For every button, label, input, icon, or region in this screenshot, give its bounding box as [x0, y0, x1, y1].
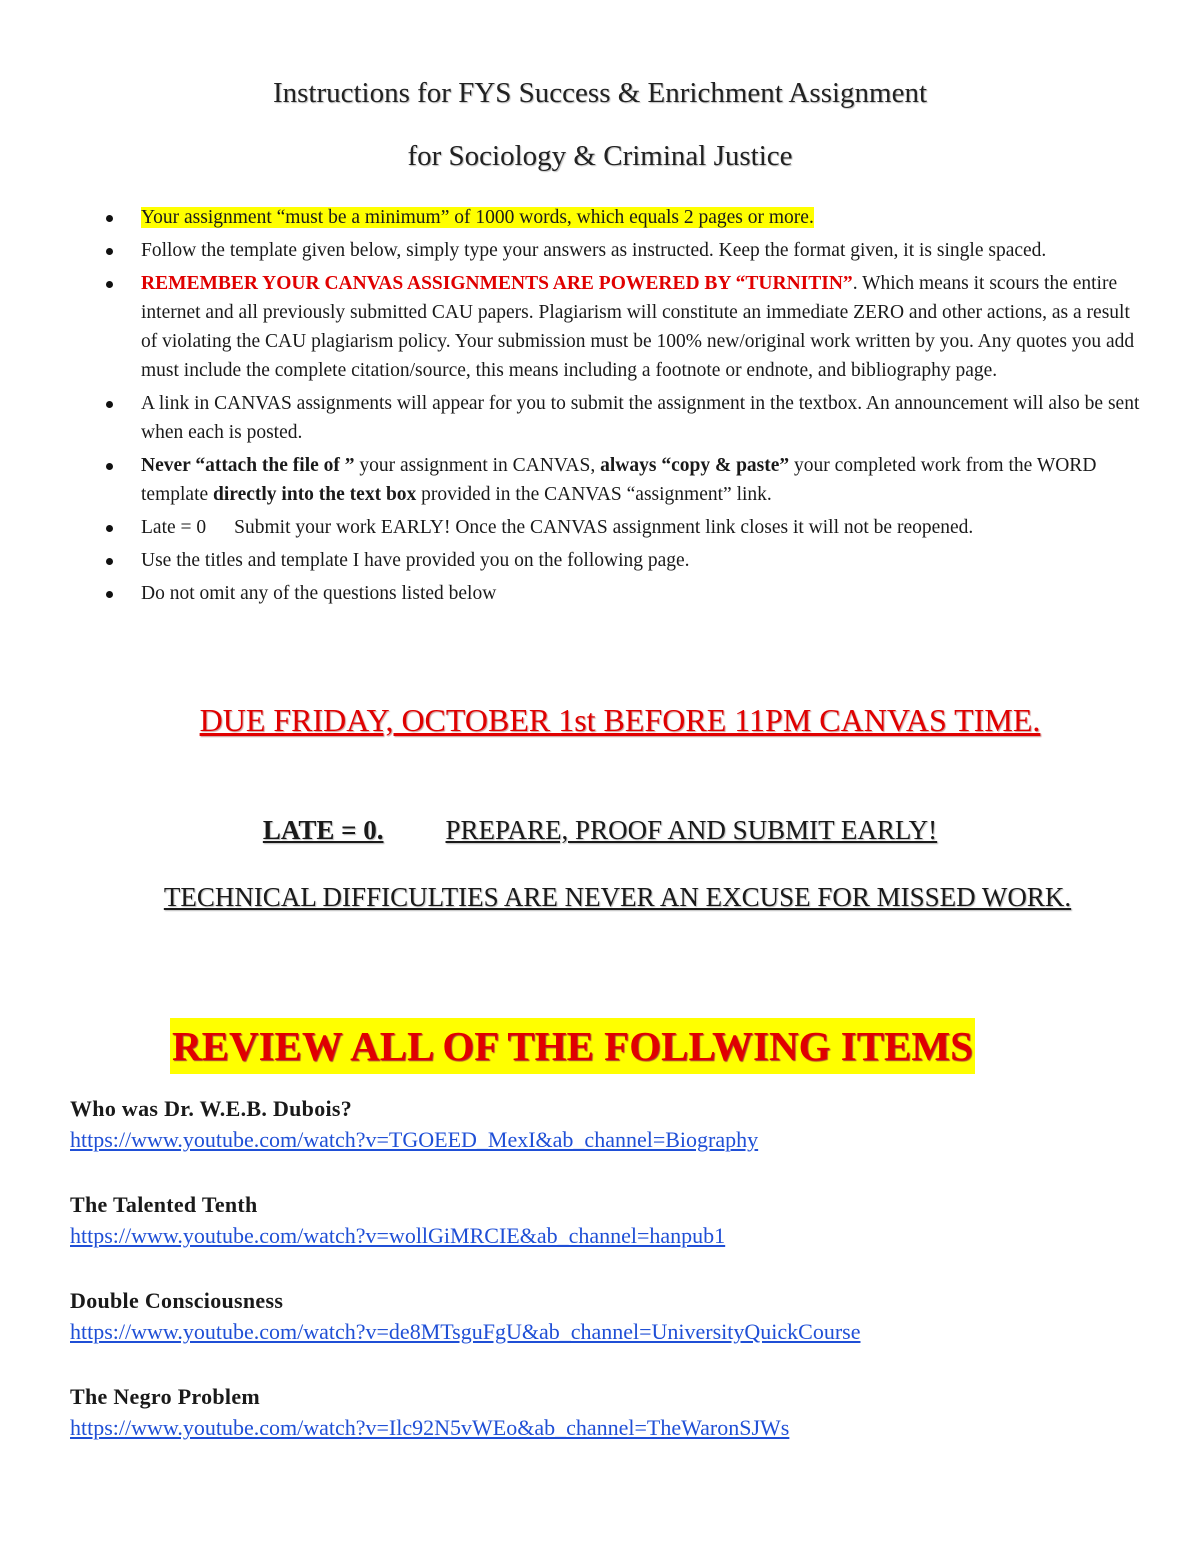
review-items: [70, 1093, 861, 1477]
review-heading: REVIEW ALL OF THE FOLLWING ITEMS: [170, 1018, 975, 1074]
review-item: [70, 1285, 861, 1347]
due-date-notice: DUE FRIDAY, OCTOBER 1st BEFORE 11PM CANVAS TIME.: [199, 702, 1041, 738]
document-title: Instructions for FYS Success & Enrichment Assignment: [272, 77, 928, 109]
list-item: [100, 451, 1140, 509]
list-item: [100, 269, 1140, 385]
review-item-title: Double Consciousness: [70, 1288, 284, 1313]
review-item-link[interactable]: https://www.youtube.com/watch?v=TGOEED_MexI&ab_channel=Biography: [70, 1127, 759, 1152]
bullet-icon: [106, 463, 113, 470]
questions-note: Do not omit any of the questions listed below: [141, 583, 497, 604]
list-item: [100, 236, 1140, 265]
text-box-text: directly into the text box: [213, 484, 417, 505]
bullet-icon: [106, 215, 113, 222]
list-item: [100, 203, 1140, 232]
late-notice: [0, 815, 1200, 846]
submission-text: your assignment in CANVAS,: [354, 455, 601, 476]
technical-difficulties-notice: TECHNICAL DIFFICULTIES ARE NEVER AN EXCUSE FOR MISSED WORK.: [163, 882, 1072, 912]
document-subtitle: for Sociology & Criminal Justice: [407, 140, 793, 172]
bullet-icon: [106, 558, 113, 565]
review-item: [70, 1189, 861, 1251]
submission-text: provided in the CANVAS “assignment” link.: [416, 484, 772, 505]
review-item-title: Who was Dr. W.E.B. Dubois?: [70, 1096, 353, 1121]
turnitin-warning: REMEMBER YOUR CANVAS ASSIGNMENTS ARE POWERED BY “TURNITIN”: [141, 273, 853, 294]
late-policy: Late = 0: [141, 517, 207, 538]
review-item-link[interactable]: https://www.youtube.com/watch?v=de8MTsguFgU&ab_channel=UniversityQuickCourse: [70, 1319, 861, 1344]
list-item: [100, 389, 1140, 447]
submit-early-note: Submit your work EARLY! Once the CANVAS assignment link closes it will not be reopened.: [234, 517, 974, 538]
plagiarism-policy: . Which means it scours the entire internet and all previously submitted CAU papers. Plagiarism will constitute an immediate ZERO and other actions, as a result of violating the CAU plagiarism policy. Your submission must be 100% new/original work written by you. Any quotes you add must include the complete citation/source, this means including a footnote or endnote, and bibliography page.: [141, 273, 1135, 381]
list-item: [100, 579, 1140, 608]
bullet-icon: [106, 281, 113, 288]
review-heading-wrap: [170, 1018, 975, 1074]
bullet-icon: [106, 248, 113, 255]
bullet-icon: [106, 401, 113, 408]
word-count-requirement: Your assignment “must be a minimum” of 1000 words, which equals 2 pages or more.: [141, 207, 814, 228]
bullet-icon: [106, 525, 113, 532]
instruction-list: [100, 203, 1140, 612]
review-item-title: The Negro Problem: [70, 1384, 261, 1409]
review-item-link[interactable]: https://www.youtube.com/watch?v=Ilc92N5vWEo&ab_channel=TheWaronSJWs: [70, 1415, 790, 1440]
review-item: [70, 1093, 861, 1155]
canvas-link-note: A link in CANVAS assignments will appear for you to submit the assignment in the textbox. An announcement will also be sent when each is posted.: [141, 393, 1140, 443]
review-item-title: The Talented Tenth: [70, 1192, 258, 1217]
submission-text: your completed work from the WORD template: [141, 455, 1097, 505]
review-item: [70, 1381, 861, 1443]
template-instruction: Follow the template given below, simply type your answers as instructed. Keep the format given, it is single spaced.: [141, 240, 1047, 261]
late-label: LATE = 0.: [262, 815, 384, 845]
never-attach-text: Never “attach the file of ”: [141, 455, 355, 476]
prepare-notice: PREPARE, PROOF AND SUBMIT EARLY!: [445, 815, 938, 845]
template-note: Use the titles and template I have provided you on the following page.: [141, 550, 690, 571]
copy-paste-text: always “copy & paste”: [600, 455, 790, 476]
list-item: [100, 546, 1140, 575]
review-item-link[interactable]: https://www.youtube.com/watch?v=wollGiMRCIE&ab_channel=hanpub1: [70, 1223, 726, 1248]
bullet-icon: [106, 591, 113, 598]
list-item: [100, 513, 1140, 542]
